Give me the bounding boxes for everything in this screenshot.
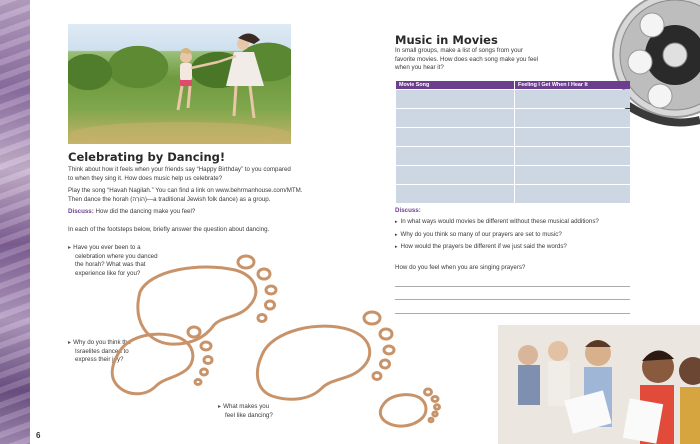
footprint-4: [380, 395, 426, 426]
answer-line[interactable]: [395, 286, 630, 287]
discuss-item: [395, 218, 655, 226]
page-number: 6: [36, 431, 41, 440]
table-cell-feeling[interactable]: [515, 128, 630, 146]
footsteps-instruction: In each of the footsteps below, briefly answer the question about dancing.: [68, 226, 270, 233]
table-row: [396, 185, 630, 203]
header-feeling: Feeling I Get When I Hear It: [515, 81, 630, 89]
prayer-question: How do you feel when you are singing prayers?: [395, 264, 526, 271]
table-row: [396, 128, 630, 146]
toe: [195, 380, 201, 385]
table-row: [396, 109, 630, 127]
para-line-1: Play the song “Havah Nagilah.” You can find a link on www.behrmanhouse.com/MTM.: [68, 187, 303, 194]
paragraph-birthday: Think about how it feels when your friends say “Happy Birthday” to you compared to when they sing it. How does music help us celebrate?: [68, 166, 291, 182]
discuss-item-text: In what ways would movies be different without these musical additions?: [400, 218, 599, 225]
bullet-triangle-icon: ▸: [395, 219, 398, 225]
toe: [238, 256, 254, 268]
toe: [266, 286, 276, 294]
toe: [432, 397, 438, 402]
discuss-text: How did the dancing make you feel?: [95, 208, 196, 215]
table-cell-song[interactable]: [396, 90, 514, 108]
toe: [266, 301, 275, 309]
discuss-item: [395, 243, 655, 251]
photo-children-singing: [498, 325, 700, 444]
toe: [384, 346, 394, 354]
table-cell-feeling[interactable]: [515, 109, 630, 127]
toe: [258, 269, 270, 279]
table-row: [396, 166, 630, 184]
table-cell-feeling[interactable]: [515, 90, 630, 108]
bullet-triangle-icon: ▸: [395, 244, 398, 250]
discuss-item-text: Why do you think so many of our prayers are set to music?: [400, 230, 562, 238]
toe: [425, 389, 432, 395]
songs-table-container: [395, 80, 631, 204]
table-cell-feeling[interactable]: [515, 166, 630, 184]
bullet-triangle-icon: ▸: [68, 244, 72, 251]
toe: [381, 360, 390, 368]
discuss-movies-label: [395, 207, 421, 216]
toe: [201, 369, 208, 375]
table-cell-song[interactable]: [396, 166, 514, 184]
table-cell-song[interactable]: [396, 185, 514, 203]
para-line-2: Then dance the horah (הוֹרָה‎)—a traditional Jewish folk dance) as a group.: [68, 195, 271, 203]
songs-table: [395, 80, 631, 204]
toe: [373, 373, 381, 380]
bullet-triangle-icon: ▸: [68, 339, 72, 346]
discuss-label: Discuss:: [68, 208, 94, 215]
table-cell-song[interactable]: [396, 128, 514, 146]
section-heading-movies: Music in Movies: [395, 33, 498, 47]
prompt-line: Why do you think the: [73, 339, 131, 346]
discuss-label: Discuss:: [395, 207, 421, 214]
prompt-line: celebration where you danced: [75, 252, 158, 260]
prompt-line: feel like dancing?: [225, 411, 273, 419]
prompt-line: experience like for you?: [75, 269, 141, 277]
bullet-triangle-icon: ▸: [218, 403, 222, 410]
toe: [380, 329, 392, 339]
table-cell-feeling[interactable]: [515, 147, 630, 165]
footprint-2: [257, 326, 369, 399]
table-header-row: [396, 81, 630, 89]
toe: [188, 327, 200, 337]
answer-line[interactable]: [395, 299, 630, 300]
prompt-line: the horah? What was that: [75, 261, 146, 269]
footprint-1: [138, 267, 256, 344]
movies-intro: [395, 47, 595, 73]
intro-line: favorite movies. How does each song make you feel: [395, 55, 539, 63]
table-row: [396, 90, 630, 108]
bullet-triangle-icon: ▸: [395, 231, 398, 238]
table-cell-feeling[interactable]: [515, 185, 630, 203]
toe: [204, 357, 212, 364]
discuss-list: [395, 218, 655, 256]
children-singing-illustration: [498, 325, 700, 444]
prompt-line: express their joy?: [75, 356, 124, 364]
toe: [364, 312, 380, 324]
toe: [433, 412, 437, 416]
toe: [258, 315, 266, 322]
toe: [201, 342, 211, 350]
prompt-line: Have you ever been to a: [73, 244, 141, 251]
intro-line: In small groups, make a list of songs from your: [395, 47, 523, 54]
table-cell-song[interactable]: [396, 147, 514, 165]
toe: [429, 418, 433, 422]
prompt-line: What makes you: [223, 403, 270, 410]
discuss-item-text: How would the prayers be different if we just said the words?: [400, 243, 567, 250]
toe: [435, 405, 440, 409]
answer-line[interactable]: [395, 313, 630, 314]
table-row: [396, 147, 630, 165]
table-cell-song[interactable]: [396, 109, 514, 127]
discuss-item: [395, 231, 655, 239]
section-heading-dancing: Celebrating by Dancing!: [68, 150, 226, 164]
header-movie-song: Movie Song: [396, 81, 514, 89]
prompt-line: Israelites danced to: [75, 347, 129, 355]
intro-line: when you hear it?: [395, 64, 444, 72]
